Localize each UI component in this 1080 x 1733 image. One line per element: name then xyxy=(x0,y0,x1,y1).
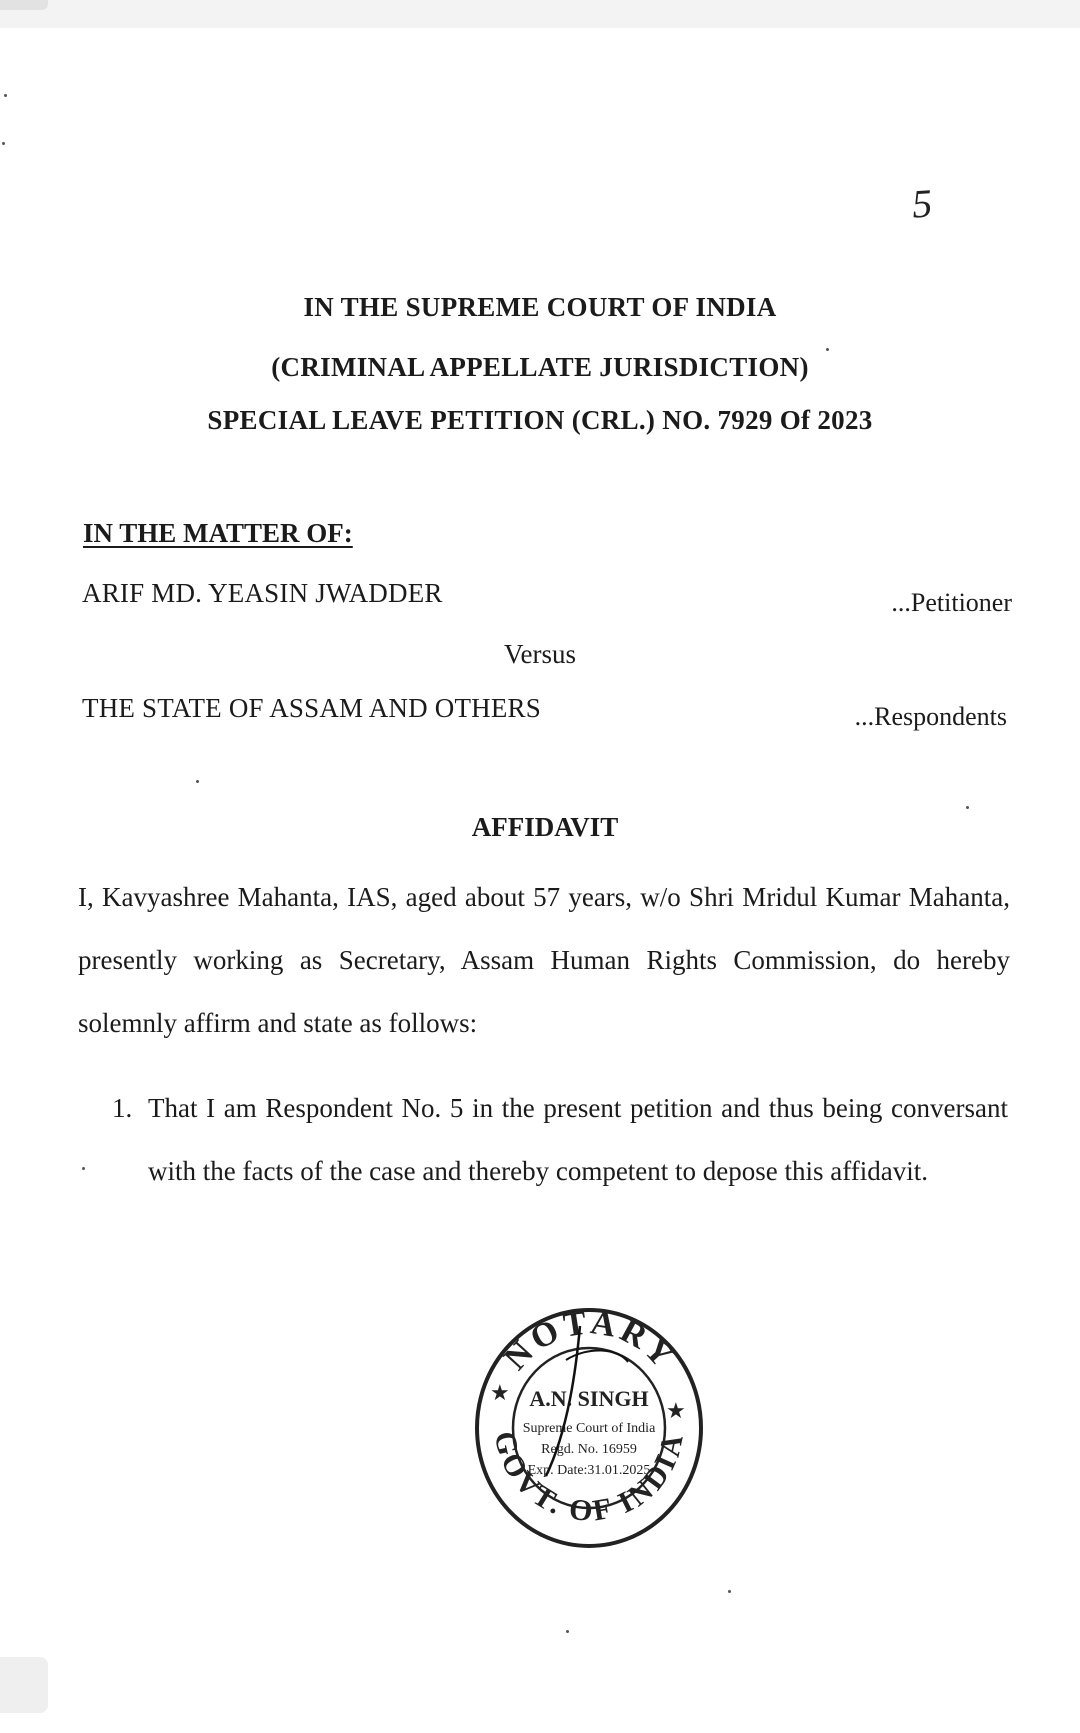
scan-speck xyxy=(4,94,7,97)
stamp-top-arc: NOTARY xyxy=(497,1304,683,1378)
scan-speck xyxy=(826,348,829,351)
matter-label: IN THE MATTER OF: xyxy=(83,518,353,548)
scan-speck xyxy=(196,780,199,783)
stamp-expiry: Exp. Date:31.01.2025 xyxy=(527,1463,651,1478)
respondent-role: ...Respondents xyxy=(854,702,1007,731)
bottom-edge-tab xyxy=(0,1657,48,1713)
respondent-name: THE STATE OF ASSAM AND OTHERS xyxy=(82,693,541,723)
affidavit-title: AFFIDAVIT xyxy=(471,812,619,842)
list-item-text: That I am Respondent No. 5 in the present petition and thus being conversant with the facts of the case and thereby competent to depose this affidavit. xyxy=(148,1093,1008,1186)
petitioner-role: ...Petitioner xyxy=(891,588,1012,617)
stamp-name: A.N. SINGH xyxy=(529,1386,649,1411)
court-heading: IN THE SUPREME COURT OF INDIA xyxy=(303,292,777,322)
scan-speck xyxy=(966,806,969,809)
star-icon: ★ xyxy=(490,1380,510,1405)
stamp-court: Supreme Court of India xyxy=(522,1421,656,1436)
star-icon: ★ xyxy=(666,1398,686,1423)
scan-speck xyxy=(82,1167,85,1170)
petitioner-name: ARIF MD. YEASIN JWADDER xyxy=(82,578,443,608)
stamp-bottom-arc: GOVT. OF INDIA xyxy=(487,1428,691,1529)
page-number: 5 xyxy=(910,180,934,227)
scan-speck xyxy=(566,1630,569,1633)
stamp-regd: Regd. No. 16959 xyxy=(541,1442,637,1457)
petition-number-heading: SPECIAL LEAVE PETITION (CRL.) NO. 7929 Of 2023 xyxy=(207,405,873,435)
jurisdiction-heading: (CRIMINAL APPELLATE JURISDICTION) xyxy=(271,352,809,382)
scan-speck xyxy=(2,142,5,145)
top-edge-tab xyxy=(0,0,48,10)
list-item xyxy=(112,1077,1008,1203)
notary-stamp xyxy=(468,1300,708,1560)
list-item-number: 1. xyxy=(112,1093,133,1123)
versus-label: Versus xyxy=(504,639,576,669)
scan-speck xyxy=(728,1590,731,1593)
affidavit-intro: I, Kavyashree Mahanta, IAS, aged about 57 years, w/o Shri Mridul Kumar Mahanta, presently working as Secretary, Assam Human Rights Commission, do hereby solemnly affirm and state as follows: xyxy=(78,882,1010,1038)
